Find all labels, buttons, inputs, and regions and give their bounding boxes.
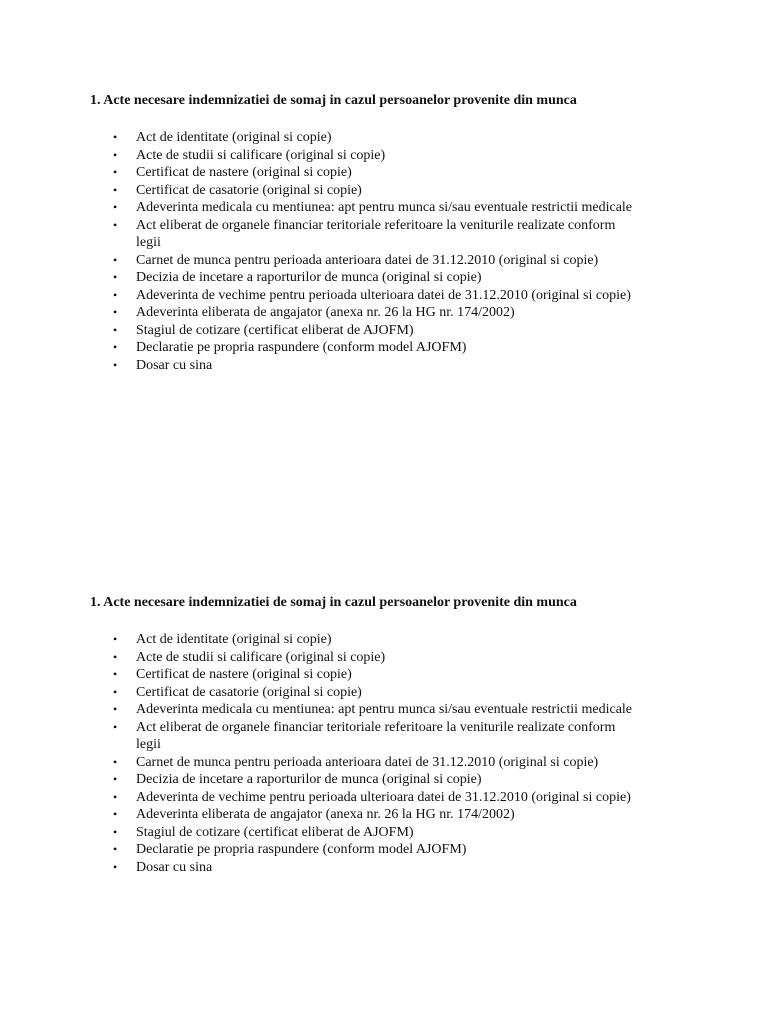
list-item [0, 824, 768, 842]
list-item-text: Adeverinta de vechime pentru perioada ulterioara datei de 31.12.2010 (original si copie) [136, 287, 631, 303]
list-item [0, 666, 768, 684]
list-item-text: Act eliberat de organele financiar teritoriale referitoare la veniturile realizate conform [136, 217, 616, 233]
list-item [0, 164, 768, 182]
list-item [0, 701, 768, 719]
bullet-icon: • [113, 252, 118, 267]
bullet-icon: • [113, 165, 118, 179]
list-item-text: Decizia de incetare a raporturilor de munca (original si copie) [136, 270, 482, 285]
list-item [0, 287, 768, 305]
bullet-icon: • [113, 754, 118, 769]
list-item [0, 252, 768, 270]
list-item [0, 806, 768, 824]
list-item [0, 182, 768, 200]
requirements-list [0, 129, 768, 374]
list-item-text: Stagiul de cotizare (certificat eliberat de AJOFM) [136, 824, 414, 840]
bullet-icon: • [113, 719, 118, 734]
bullet-icon: • [113, 130, 118, 144]
list-item-text: Declaratie pe propria raspundere (conform model AJOFM) [136, 340, 467, 355]
list-item-text: Acte de studii si calificare (original si copie) [136, 147, 386, 163]
list-item-text: Stagiul de cotizare (certificat eliberat de AJOFM) [136, 322, 414, 338]
bullet-icon: • [113, 772, 118, 786]
list-item-text: Certificat de nastere (original si copie) [136, 667, 352, 682]
list-item-text: Carnet de munca pentru perioada anterioara datei de 31.12.2010 (original si copie) [136, 754, 599, 770]
list-item [0, 199, 768, 217]
section-heading: 1. Acte necesare indemnizatiei de somaj in cazul persoanelor provenite din munca [90, 93, 577, 108]
list-item-text: Act de identitate (original si copie) [136, 130, 332, 145]
list-item-text: Adeverinta de vechime pentru perioada ulterioara datei de 31.12.2010 (original si copie) [136, 789, 631, 805]
bullet-icon: • [113, 305, 118, 319]
list-item-text: Certificat de casatorie (original si copie) [136, 684, 362, 700]
bullet-icon: • [113, 357, 118, 372]
list-item [0, 339, 768, 357]
bullet-icon: • [113, 859, 118, 874]
bullet-icon: • [113, 632, 118, 646]
bullet-icon: • [113, 702, 118, 716]
bullet-icon: • [113, 217, 118, 232]
list-item [0, 789, 768, 807]
bullet-icon: • [113, 842, 118, 856]
bullet-icon: • [113, 649, 118, 664]
bullet-icon: • [113, 340, 118, 354]
list-item [0, 771, 768, 789]
list-item-text: Adeverinta medicala cu mentiunea: apt pentru munca si/sau eventuale restrictii medicale [136, 702, 633, 717]
bullet-icon: • [113, 322, 118, 337]
list-item [0, 631, 768, 649]
list-item-text: Declaratie pe propria raspundere (conform model AJOFM) [136, 842, 467, 857]
bullet-icon: • [113, 200, 118, 214]
list-item [0, 269, 768, 287]
section-heading: 1. Acte necesare indemnizatiei de somaj in cazul persoanelor provenite din munca [90, 595, 577, 610]
bullet-icon: • [113, 182, 118, 197]
list-item-continuation: legii [136, 235, 161, 250]
list-item-text: Acte de studii si calificare (original si copie) [136, 649, 386, 665]
list-item-text: Certificat de casatorie (original si copie) [136, 182, 362, 198]
list-item-text: Carnet de munca pentru perioada anterioara datei de 31.12.2010 (original si copie) [136, 252, 599, 268]
bullet-icon: • [113, 287, 118, 302]
list-item [0, 684, 768, 702]
list-item-text: Decizia de incetare a raporturilor de munca (original si copie) [136, 772, 482, 787]
list-item-text: Adeverinta eliberata de angajator (anexa nr. 26 la HG nr. 174/2002) [136, 807, 515, 822]
list-item [0, 129, 768, 147]
list-item [0, 719, 768, 754]
list-item-text: Act de identitate (original si copie) [136, 632, 332, 647]
requirements-list [0, 631, 768, 876]
list-item [0, 841, 768, 859]
list-item [0, 304, 768, 322]
bullet-icon: • [113, 147, 118, 162]
bullet-icon: • [113, 807, 118, 821]
list-item-text: Act eliberat de organele financiar teritoriale referitoare la veniturile realizate conform [136, 719, 616, 735]
list-item [0, 147, 768, 165]
list-item-text: Adeverinta medicala cu mentiunea: apt pentru munca si/sau eventuale restrictii medicale [136, 200, 633, 215]
list-item [0, 357, 768, 375]
list-item-text: Dosar cu sina [136, 357, 213, 373]
list-item [0, 859, 768, 877]
list-item [0, 217, 768, 252]
list-item-text: Certificat de nastere (original si copie) [136, 165, 352, 180]
list-item [0, 322, 768, 340]
list-item-text: Dosar cu sina [136, 859, 213, 875]
list-item [0, 754, 768, 772]
bullet-icon: • [113, 684, 118, 699]
bullet-icon: • [113, 270, 118, 284]
list-item-text: Adeverinta eliberata de angajator (anexa nr. 26 la HG nr. 174/2002) [136, 305, 515, 320]
list-item-continuation: legii [136, 737, 161, 752]
bullet-icon: • [113, 789, 118, 804]
list-item [0, 649, 768, 667]
bullet-icon: • [113, 667, 118, 681]
bullet-icon: • [113, 824, 118, 839]
